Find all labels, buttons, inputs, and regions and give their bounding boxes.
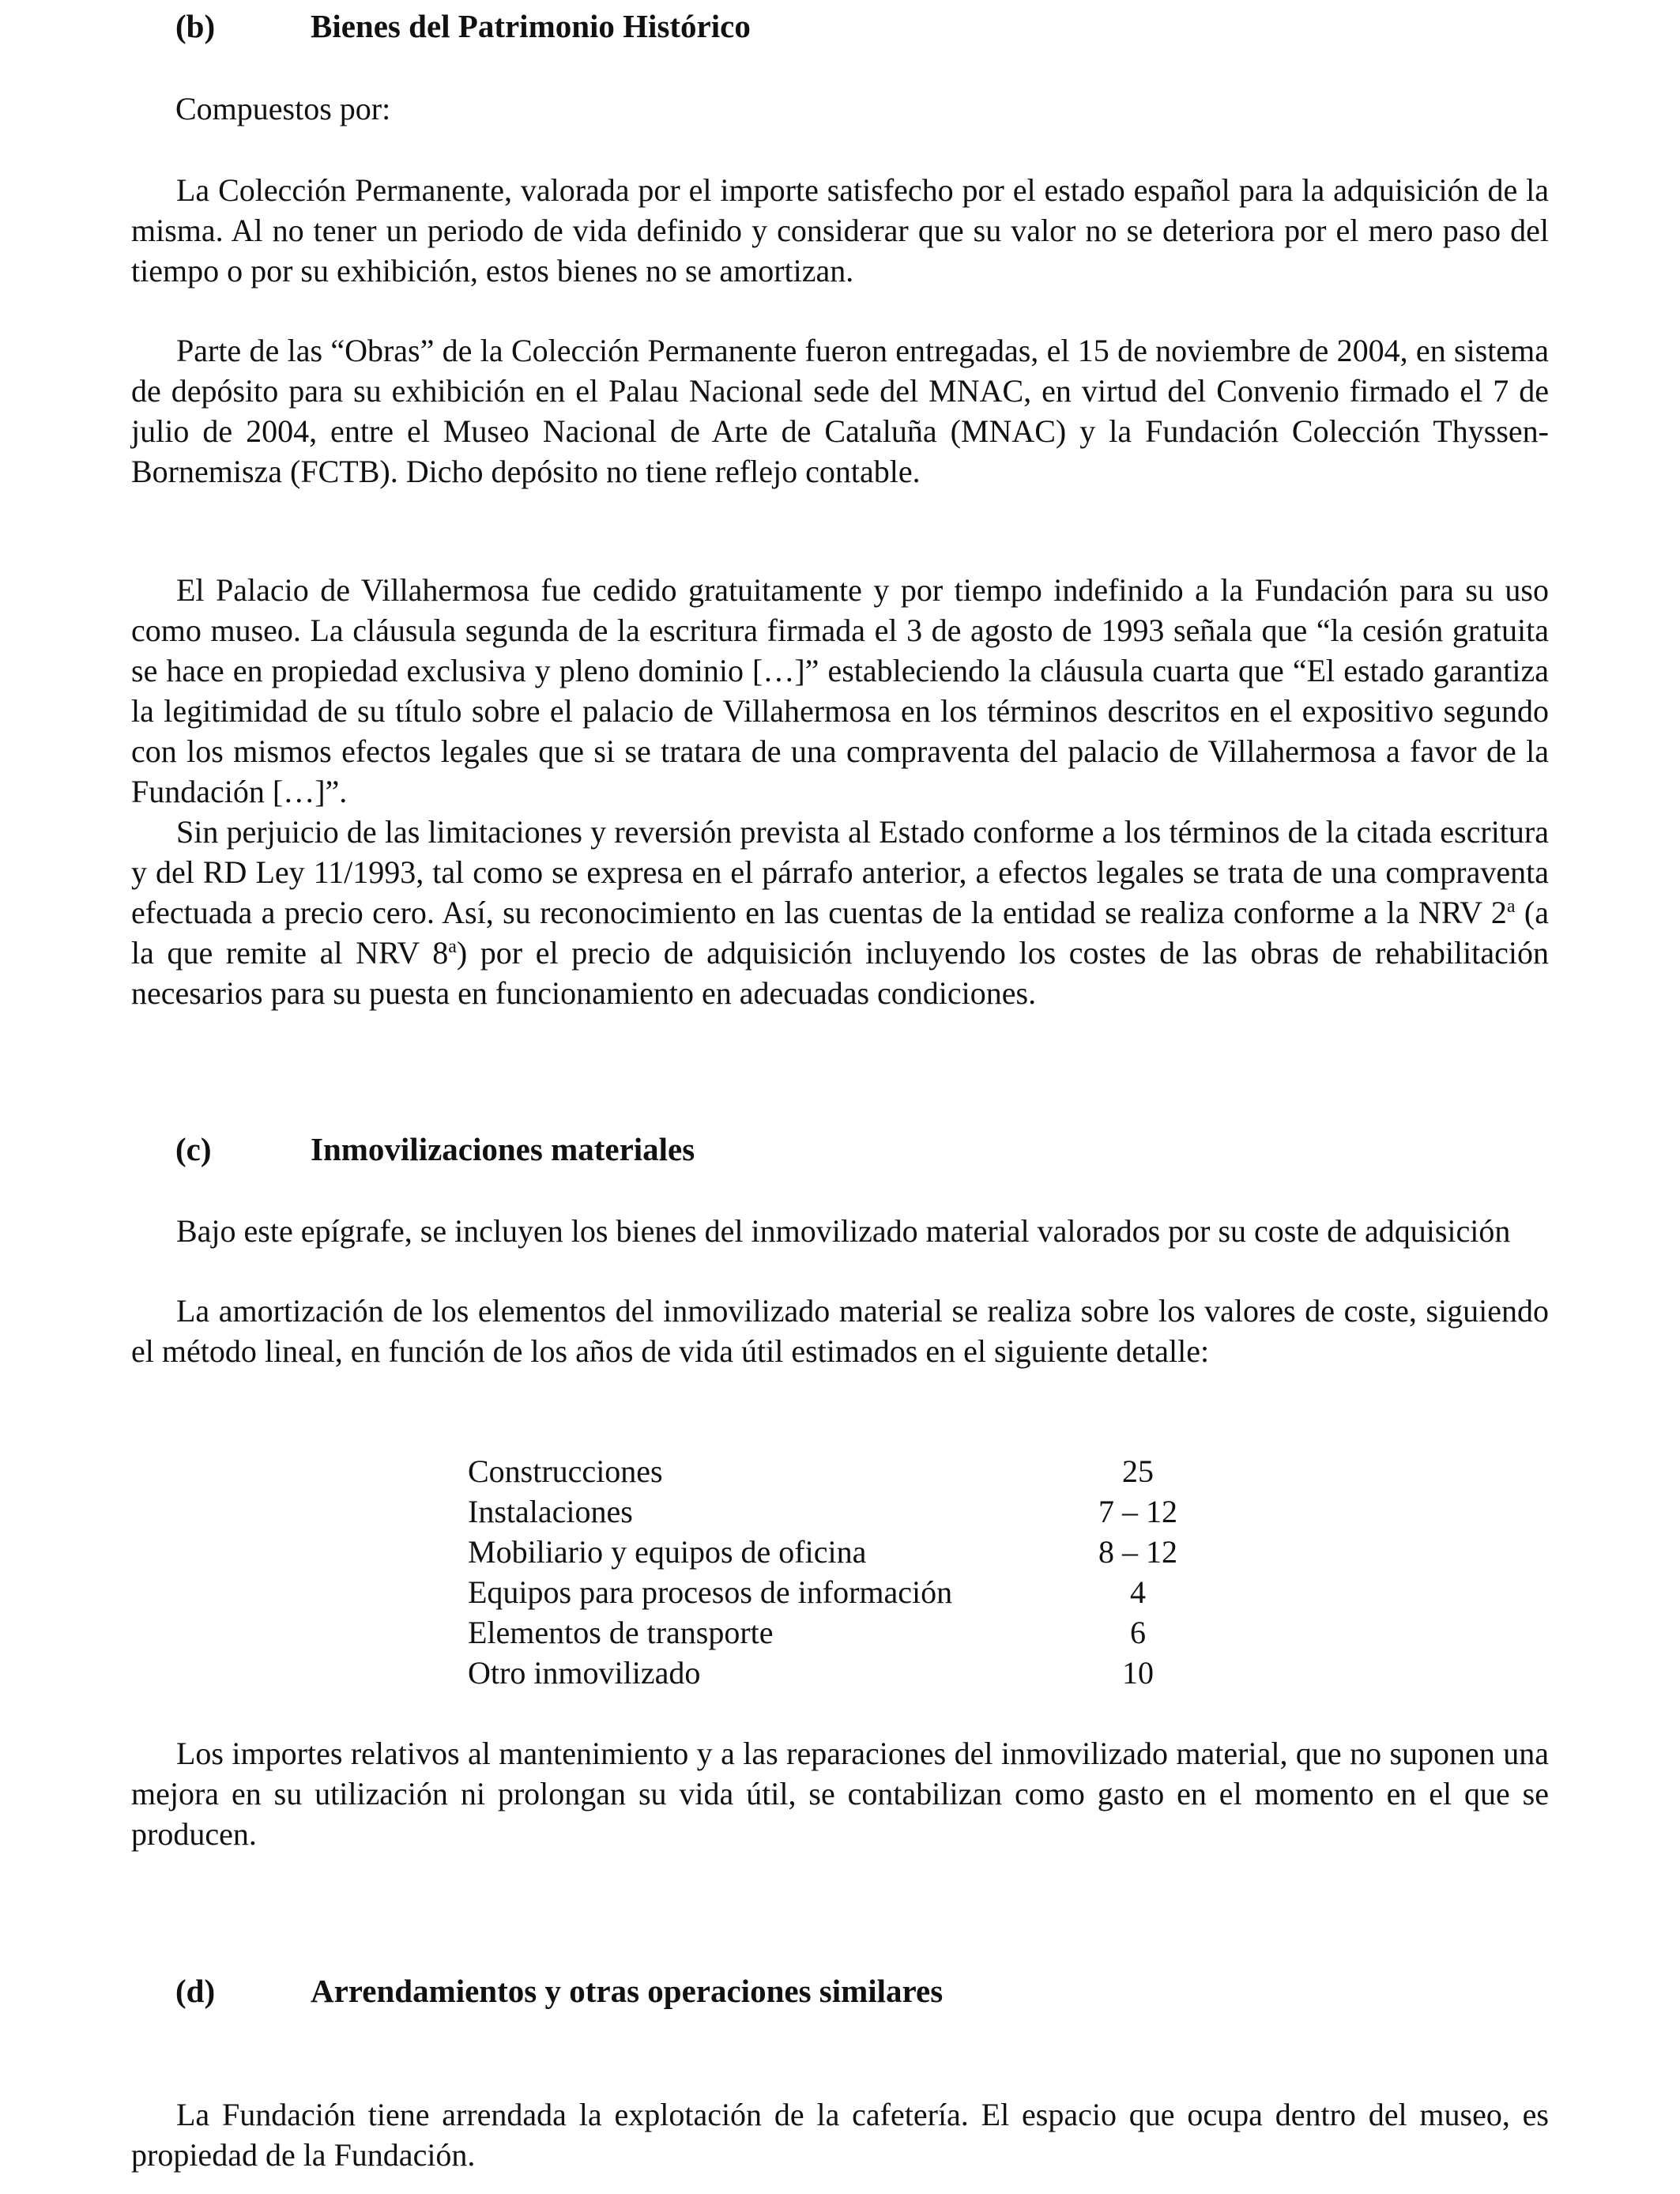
section-b-paragraph-4-part-a: Sin perjuicio de las limitaciones y reversión prevista al Estado conforme a los términos de la citada escritura y del RD Ley 11/1993, tal como se expresa en el párrafo anterior, a efectos legales se trata de una compraventa efectuada a precio cero. Así, su reconocimiento en las cuentas de la entidad se realiza conforme a la NRV 2 (131, 814, 1549, 930)
section-b-paragraph-4-part-c: ) por el precio de adquisición incluyendo los costes de las obras de rehabilitación necesarios para su puesta en funcionamiento en adecuadas condiciones. (131, 935, 1549, 1011)
section-b-paragraph-3: El Palacio de Villahermosa fue cedido gratuitamente y por tiempo indefinido a la Fundación para su uso como museo. La cláusula segunda de la escritura firmada el 3 de agosto de 1993 señala que “la cesión gratuita se hace en propiedad exclusiva y pleno dominio […]” estableciendo la cláusula cuarta que “El estado garantiza la legitimidad de su título sobre el palacio de Villahermosa en los términos descritos en el expositivo segundo con los mismos efectos legales que si se tratara de una compraventa del palacio de Villahermosa a favor de la Fundación […]”. (131, 572, 1549, 809)
section-c-paragraph-2: La amortización de los elementos del inmovilizado material se realiza sobre los valores de coste, siguiendo el método lineal, en función de los años de vida útil estimados en el siguiente detalle: (131, 1293, 1549, 1369)
asset-label: Elementos de transporte (468, 1615, 774, 1650)
asset-label: Equipos para procesos de información (468, 1574, 953, 1610)
section-b-intro: Compuestos por: (175, 91, 391, 126)
table-row (468, 1612, 1195, 1653)
useful-life-years: 7 – 12 (1098, 1494, 1177, 1529)
asset-label: Mobiliario y equipos de oficina (468, 1534, 867, 1570)
table-row (468, 1451, 1195, 1491)
useful-life-years: 25 (1122, 1453, 1154, 1489)
section-b-paragraph-4 (131, 812, 1549, 1013)
section-b-letter: (b) (175, 8, 216, 44)
section-b-paragraph-2: Parte de las “Obras” de la Colección Permanente fueron entregadas, el 15 de noviembre de 2004, en sistema de depósito para su exhibición en el Palau Nacional sede del MNAC, en virtud del Convenio firmado el 7 de julio de 2004, entre el Museo Nacional de Arte de Cataluña (MNAC) y la Fundación Colección Thyssen-Bornemisza (FCTB). Dicho depósito no tiene reflejo contable. (131, 333, 1549, 489)
section-b-paragraph-4-part-b: (a la que remite al NRV 8 (131, 895, 1550, 971)
table-row (468, 1532, 1195, 1572)
section-d-letter: (d) (175, 1973, 216, 2009)
asset-label: Instalaciones (468, 1494, 633, 1529)
ordinal-superscript: a (1506, 896, 1516, 917)
section-c-letter: (c) (175, 1131, 212, 1167)
useful-life-years: 10 (1122, 1655, 1154, 1691)
table-row (468, 1491, 1195, 1532)
section-c-paragraph-1: Bajo este epígrafe, se incluyen los bienes del inmovilizado material valorados por su coste de adquisición (176, 1213, 1511, 1249)
asset-label: Construcciones (468, 1453, 663, 1489)
useful-life-years: 4 (1130, 1574, 1146, 1610)
asset-label: Otro inmovilizado (468, 1655, 701, 1691)
section-d-paragraph-1: La Fundación tiene arrendada la explotación de la cafetería. El espacio que ocupa dentro del museo, es propiedad de la Fundación. (131, 2097, 1549, 2173)
section-c-title: Inmovilizaciones materiales (311, 1131, 695, 1167)
useful-life-years: 6 (1130, 1615, 1146, 1650)
table-row (468, 1572, 1195, 1612)
section-b-title: Bienes del Patrimonio Histórico (311, 8, 751, 44)
table-row (468, 1653, 1195, 1693)
section-d-title: Arrendamientos y otras operaciones similares (311, 1973, 944, 2009)
ordinal-superscript: a (448, 937, 457, 957)
useful-life-years: 8 – 12 (1098, 1534, 1177, 1570)
section-c-paragraph-3: Los importes relativos al mantenimiento y a las reparaciones del inmovilizado material, que no suponen una mejora en su utilización ni prolongan su vida útil, se contabilizan como gasto en el momento en el que se producen. (131, 1736, 1549, 1852)
section-b-paragraph-1: La Colección Permanente, valorada por el importe satisfecho por el estado español para la adquisición de la misma. Al no tener un periodo de vida definido y considerar que su valor no se deteriora por el mero paso del tiempo o por su exhibición, estos bienes no se amortizan. (131, 172, 1549, 288)
